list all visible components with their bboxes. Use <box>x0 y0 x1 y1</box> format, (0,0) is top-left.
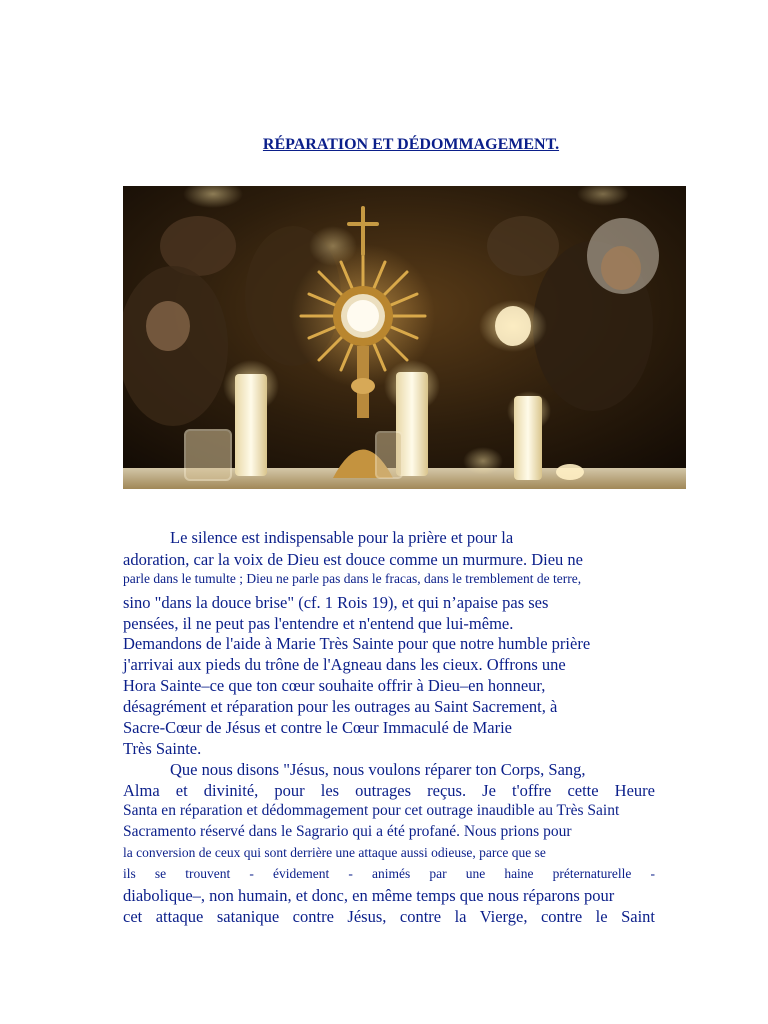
body-line: désagrément et réparation pour les outrages au Saint Sacrement, à <box>123 697 558 716</box>
document-title[interactable]: RÉPARATION ET DÉDOMMAGEMENT. <box>262 136 560 153</box>
body-line: la conversion de ceux qui sont derrière une attaque aussi odieuse, parce que se <box>123 845 546 860</box>
body-line: Le silence est indispensable pour la prière et pour la <box>170 528 514 547</box>
body-line: Demandons de l'aide à Marie Très Sainte pour que notre humble prière <box>123 634 591 653</box>
body-line: pensées, il ne peut pas l'entendre et n'entend que lui-même. <box>123 614 514 633</box>
body-line: j'arrivai aux pieds du trône de l'Agneau dans les cieux. Offrons une <box>123 655 566 674</box>
body-line: cet attaque satanique contre Jésus, contre la Vierge, contre le Saint <box>123 907 655 926</box>
monstrance-photo <box>123 186 686 489</box>
body-line: ils se trouvent - évidement - animés par une haine préternaturelle - <box>123 866 655 881</box>
body-line: adoration, car la voix de Dieu est douce comme un murmure. Dieu ne <box>123 550 584 569</box>
body-line: Sacramento réservé dans le Sagrario qui a été profané. Nous prions pour <box>123 823 572 840</box>
body-line: Santa en réparation et dédommagement pour cet outrage inaudible au Très Saint <box>123 802 620 819</box>
body-line: sino "dans la douce brise" (cf. 1 Rois 19), et qui n’apaise pas ses <box>123 593 549 612</box>
body-line: Sacre-Cœur de Jésus et contre le Cœur Immaculé de Marie <box>123 718 512 737</box>
body-line: diabolique–, non humain, et donc, en même temps que nous réparons pour <box>123 886 615 905</box>
body-line: Que nous disons "Jésus, nous voulons réparer ton Corps, Sang, <box>170 760 586 779</box>
body-line: parle dans le tumulte ; Dieu ne parle pas dans le fracas, dans le tremblement de terre, <box>123 571 582 586</box>
body-line: Hora Sainte–ce que ton cœur souhaite offrir à Dieu–en honneur, <box>123 676 546 695</box>
body-line: Alma et divinité, pour les outrages reçus. Je t'offre cette Heure <box>123 781 655 800</box>
body-line: Très Sainte. <box>123 739 202 758</box>
